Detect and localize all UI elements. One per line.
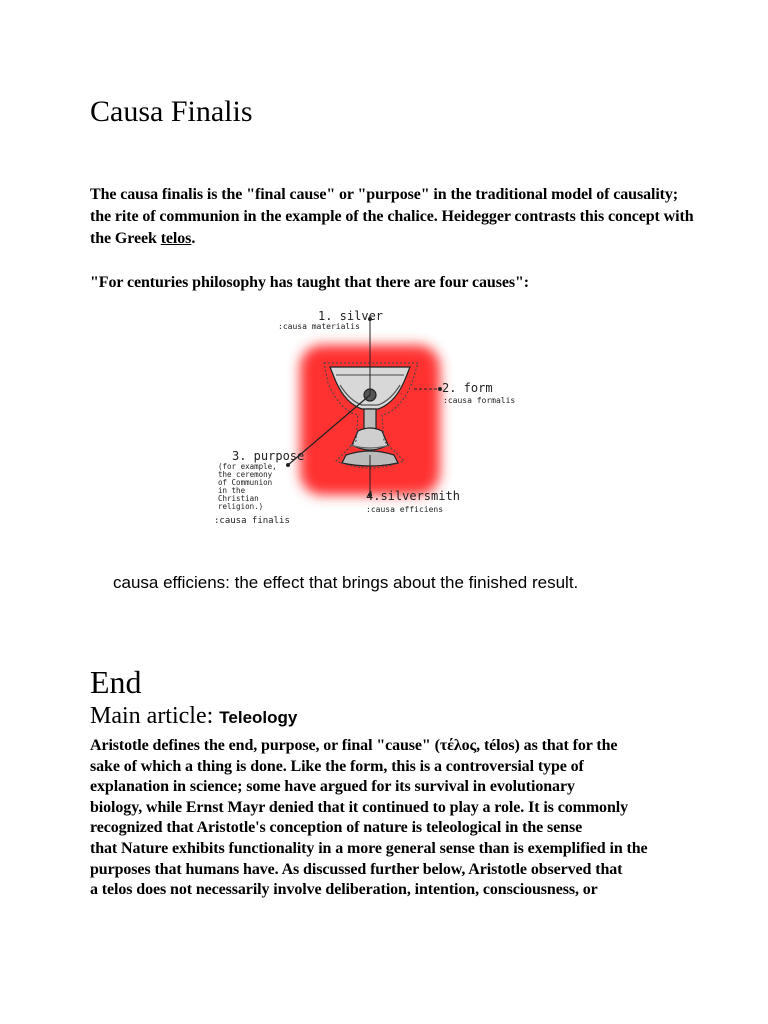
body-line: explanation in science; some have argued for its survival in evolutionary: [90, 778, 575, 796]
label-silversmith-sub: :causa efficiens: [366, 505, 444, 514]
body-line: purposes that humans have. As discussed further below, Aristotle observed that: [90, 860, 623, 878]
label-form-sub: :causa formalis: [443, 396, 516, 405]
chalice-figure: [200, 305, 540, 537]
intro-text: The causa finalis is the "final cause" or "purpose" in the traditional model of causality; the rite of communion in the example of the chalice. Heidegger contrasts this concept with the Greek: [90, 186, 694, 247]
label-purpose-note-5: Christian: [218, 494, 259, 503]
label-purpose-note-2: the ceremony: [218, 470, 273, 479]
page-title: Causa Finalis: [90, 95, 253, 128]
body-line: a telos does not necessarily involve deliberation, intention, consciousness, or: [90, 881, 598, 899]
teleology-link[interactable]: Teleology: [219, 708, 298, 727]
figure-caption: causa efficiens: the effect that brings about the finished result.: [113, 573, 579, 592]
body-line: Aristotle defines the end, purpose, or final "cause" (τέλος, télos) as that for the: [90, 737, 618, 754]
label-purpose-note-4: in the: [218, 486, 246, 495]
intro-paragraph: [90, 184, 700, 250]
label-purpose: 3. purpose: [232, 449, 305, 463]
label-silver: 1. silver: [318, 309, 384, 323]
label-silver-sub: :causa materialis: [278, 322, 360, 331]
main-article-label: Main article:: [90, 703, 214, 729]
end-paragraph: [90, 736, 690, 901]
label-purpose-note-3: of Communion: [218, 478, 273, 487]
label-purpose-note-1: (for example,: [218, 462, 277, 471]
label-purpose-note-6: religion.): [218, 502, 264, 511]
label-silversmith: 4.silversmith: [366, 489, 460, 503]
main-article-line: [90, 701, 297, 733]
label-form: 2. form: [442, 381, 493, 395]
intro-text-end: .: [191, 230, 196, 247]
section-heading: End: [90, 664, 142, 700]
body-line: biology, while Ernst Mayr denied that it continued to play a role. It is commonly: [90, 798, 628, 816]
body-line: recognized that Aristotle's conception of nature is teleological in the sense: [90, 819, 583, 837]
label-purpose-sub: :causa finalis: [214, 516, 290, 526]
quote-paragraph: "For centuries philosophy has taught that there are four causes":: [90, 274, 529, 291]
body-line: that Nature exhibits functionality in a more general sense than is exemplified in the: [90, 839, 648, 857]
telos-link[interactable]: telos: [160, 230, 192, 247]
body-line: sake of which a thing is done. Like the form, this is a controversial type of: [90, 757, 584, 775]
four-causes-diagram: [200, 305, 540, 537]
